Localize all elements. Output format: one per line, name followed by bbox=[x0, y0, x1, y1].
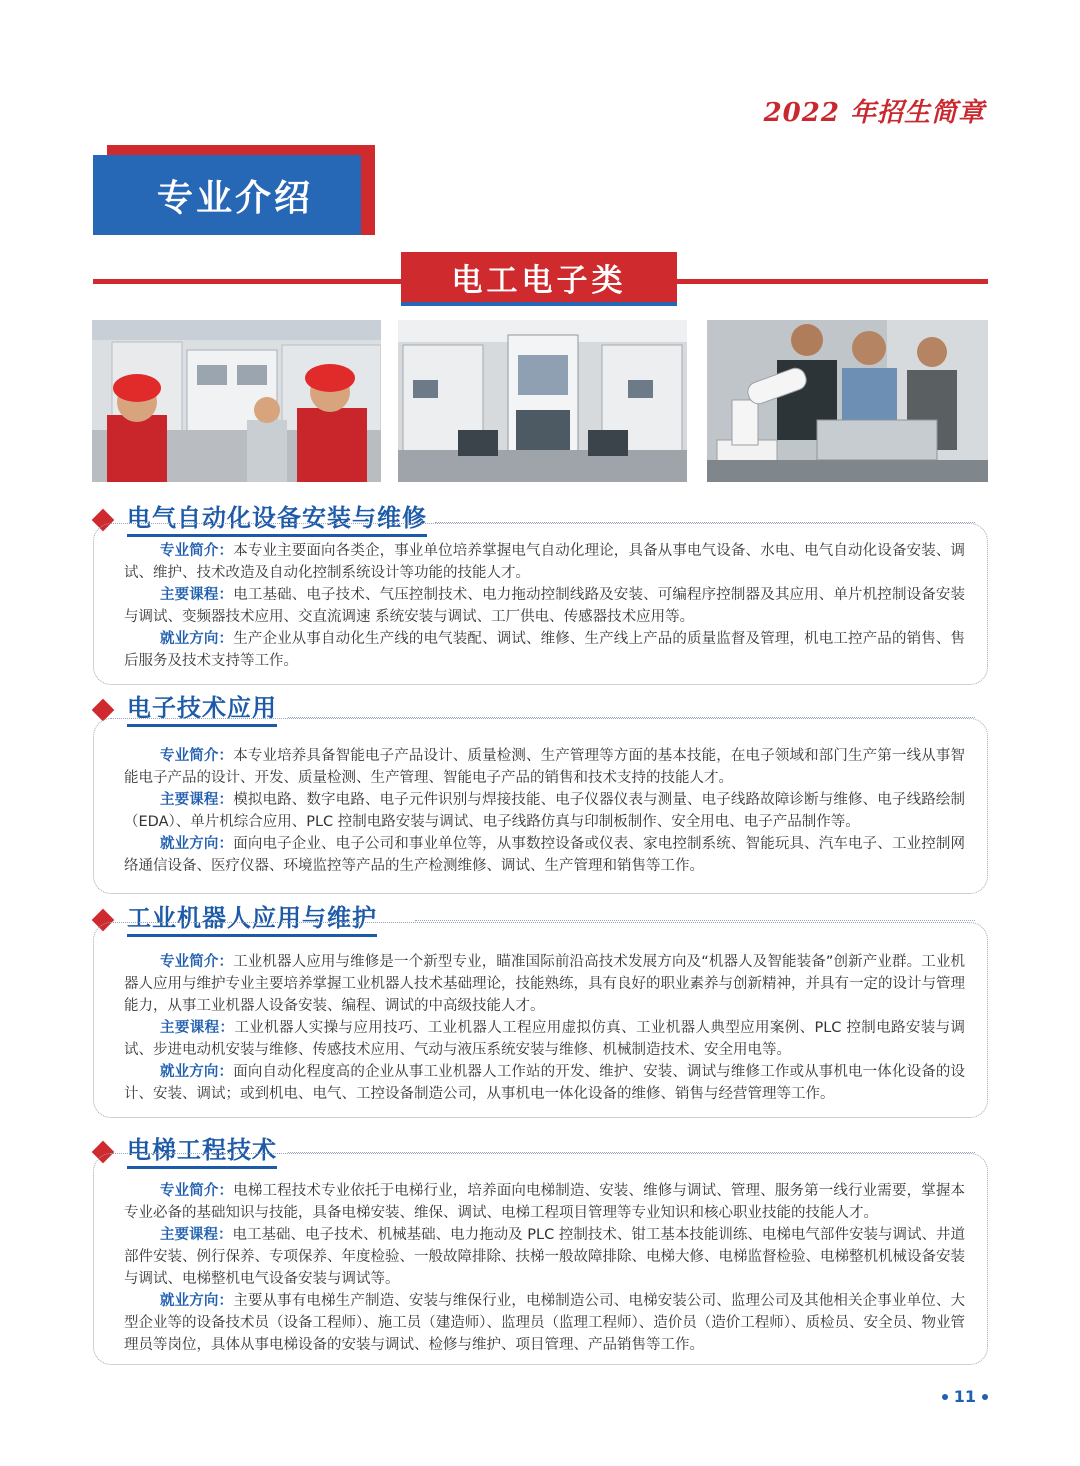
major-3-card bbox=[93, 922, 988, 1118]
career-label: 就业方向： bbox=[160, 836, 234, 852]
intro-label: 专业简介： bbox=[160, 954, 234, 970]
major-4-card bbox=[93, 1153, 988, 1365]
major-2-title: 电子技术应用 bbox=[127, 694, 277, 727]
page-number-text: 11 bbox=[953, 1387, 976, 1406]
major-3-title: 工业机器人应用与维护 bbox=[127, 904, 377, 937]
courses-label: 主要课程： bbox=[160, 1020, 235, 1036]
major-1-intro-text: 本专业主要面向各类企，事业单位培养掌握电气自动化理论，具备从事电气设备、水电、电气自动化设备安装、调试、维护、技术改造及自动化控制系统设计等功能的技能人才。 bbox=[124, 543, 966, 581]
intro-label: 专业简介： bbox=[160, 543, 234, 559]
major-4-career bbox=[124, 1290, 965, 1356]
major-2-career-text: 面向电子企业、电子公司和事业单位等，从事数控设备或仪表、家电控制系统、智能玩具、汽车电子、工业控制网络通信设备、医疗仪器、环境监控等产品的生产检测维修、调试、生产管理和销售等工作。 bbox=[124, 836, 966, 874]
major-1-title: 电气自动化设备安装与维修 bbox=[127, 504, 427, 537]
brochure-year-title: 2022 年招生简章 bbox=[763, 98, 985, 128]
courses-label: 主要课程： bbox=[160, 587, 234, 603]
courses-label: 主要课程： bbox=[160, 1227, 233, 1243]
courses-label: 主要课程： bbox=[160, 792, 234, 808]
major-2-intro-text: 本专业培养具备智能电子产品设计、质量检测、生产管理等方面的基本技能，在电子领域和部门生产第一线从事智能电子产品的设计、开发、质量检测、生产管理、智能电子产品的销售和技术支持的技能人才。 bbox=[124, 748, 966, 786]
category-banner bbox=[401, 252, 677, 306]
major-2-courses bbox=[124, 789, 965, 833]
intro-label: 专业简介： bbox=[160, 748, 234, 764]
career-label: 就业方向： bbox=[160, 1293, 234, 1309]
major-2-card bbox=[93, 718, 988, 894]
major-3-career bbox=[124, 1061, 965, 1105]
section-title: 专业介绍 bbox=[156, 177, 313, 219]
major-4-courses bbox=[124, 1224, 965, 1290]
major-3-intro-text: 工业机器人应用与维修是一个新型专业，瞄准国际前沿高技术发展方向及“机器人及智能装备”创新产业群。工业机器人应用与维护专业主要培养掌握工业机器人技术基础理论，技能熟练，具有良好的职业素养与创新精神，并具有一定的设计与管理能力，从事工业机器人设备安装、编程、调试的中高级技能人才。 bbox=[124, 954, 965, 1014]
major-1-courses bbox=[124, 584, 965, 628]
banner-blue-box bbox=[93, 155, 361, 235]
major-1-intro bbox=[124, 540, 965, 584]
page-dot-icon bbox=[982, 1394, 988, 1400]
major-2-career bbox=[124, 833, 965, 877]
major-3-courses-text: 工业机器人实操与应用技巧、工业机器人工程应用虚拟仿真、工业机器人典型应用案例、PLC 控制电路安装与调试、步进电动机安装与维修、传感技术应用、气动与液压系统安装与维修、机械制造技术、安全用电等。 bbox=[124, 1020, 965, 1058]
major-2-courses-text: 模拟电路、数字电路、电子元件识别与焊接技能、电子仪器仪表与测量、电子线路故障诊断与维修、电子线路绘制（EDA）、单片机综合应用、PLC 控制电路安装与调试、电子线路仿真与印制板制作、安全用电、电子产品制作等。 bbox=[124, 792, 966, 830]
major-1-career-text: 生产企业从事自动化生产线的电气装配、调试、维修、生产线上产品的质量监督及管理，机电工控产品的销售、售后服务及技术支持等工作。 bbox=[124, 631, 966, 669]
intro-label: 专业简介： bbox=[160, 1183, 234, 1199]
major-3-intro bbox=[124, 951, 965, 1017]
career-label: 就业方向： bbox=[160, 1064, 234, 1080]
major-4-courses-text: 电工基础、电子技术、机械基础、电力拖动及 PLC 控制技术、钳工基本技能训练、电梯电气部件安装与调试、井道部件安装、例行保养、专项保养、年度检验、一般故障排除、扶梯一般故障排除、电梯大修、电梯监督检验、电梯整机机械设备安装与调试、电梯整机电气设备安装与调试等。 bbox=[124, 1227, 965, 1287]
category-title: 电工电子类 bbox=[451, 262, 627, 299]
major-1-career bbox=[124, 628, 965, 672]
major-2-intro bbox=[124, 745, 965, 789]
major-3-title-rule bbox=[415, 920, 975, 921]
robot-arm-photo bbox=[707, 320, 988, 482]
page-number bbox=[942, 1387, 988, 1406]
major-4-intro-text: 电梯工程技术专业依托于电梯行业，培养面向电梯制造、安装、维修与调试、管理、服务第一线行业需要，掌握本专业必备的基础知识与技能，具备电梯安装、维保、调试、电梯工程项目管理等专业知识和核心职业技能的技能人才。 bbox=[124, 1183, 966, 1221]
major-4-career-text: 主要从事有电梯生产制造、安装与维保行业，电梯制造公司、电梯安装公司、监理公司及其他相关企事业单位、大型企业等的设备技术员（设备工程师）、施工员（建造师）、监理员（监理工程师）、造价员（造价工程师）、质检员、安全员、物业管理员等岗位，具体从事电梯设备的安装与调试、检修与维护、项目管理、产品销售等工作。 bbox=[124, 1293, 966, 1353]
lab-equipment-photo bbox=[398, 320, 687, 482]
page-dot-icon bbox=[942, 1394, 948, 1400]
major-1-courses-text: 电工基础、电子技术、气压控制技术、电力拖动控制线路及安装、可编程序控制器及其应用、单片机控制设备安装与调试、变频器技术应用、交直流调速 系统安装与调试、工厂供电、传感器技术应用等。 bbox=[124, 587, 966, 625]
section-banner bbox=[93, 145, 375, 235]
major-3-career-text: 面向自动化程度高的企业从事工业机器人工作站的开发、维护、安装、调试与维修工作或从事机电一体化设备的设计、安装、调试；或到机电、电气、工控设备制造公司，从事机电一体化设备的维修、销售与经营管理等工作。 bbox=[124, 1064, 966, 1102]
major-3-courses bbox=[124, 1017, 965, 1061]
career-label: 就业方向： bbox=[160, 631, 234, 647]
major-4-title: 电梯工程技术 bbox=[127, 1136, 277, 1169]
major-4-intro bbox=[124, 1180, 965, 1224]
workers-training-photo bbox=[92, 320, 381, 482]
major-1-card bbox=[93, 523, 988, 685]
